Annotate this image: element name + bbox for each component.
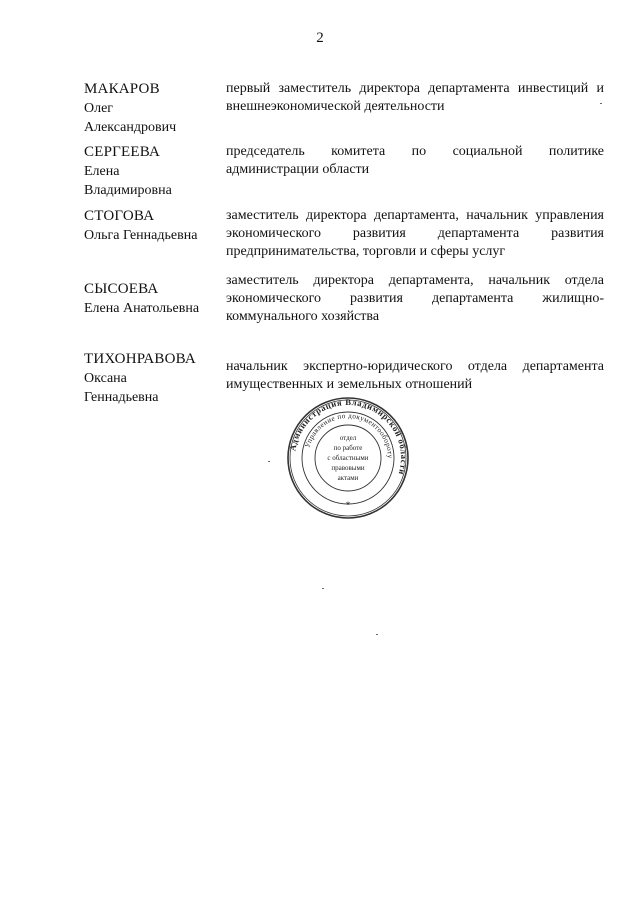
- member-given-name: Олег: [84, 101, 114, 116]
- stamp-center-line: по работе: [333, 444, 363, 452]
- stamp-star-icon: *: [345, 500, 351, 510]
- member-surname: МАКАРОВ: [84, 81, 160, 97]
- member-given-name: Елена Анатольевна: [84, 301, 200, 316]
- member-role: заместитель директора департамента, начальник отдела экономического развития департамента жилищно-коммунального хозяйства: [226, 273, 604, 324]
- member-surname: ТИХОНРАВОВА: [84, 351, 196, 367]
- stamp-center-line: с областными: [327, 454, 369, 462]
- stamp-center-line: правовыми: [331, 464, 365, 472]
- stamp-center-line: отдел: [339, 434, 357, 442]
- stamp-middle-text: Управление по документообороту: [303, 411, 395, 459]
- member-name: [84, 143, 224, 200]
- page-number: 2: [316, 30, 324, 46]
- member-given-name: Елена: [84, 164, 120, 179]
- member-name: [84, 350, 224, 407]
- member-name: [84, 80, 224, 137]
- scan-speck: [268, 461, 270, 462]
- scan-speck: [600, 103, 602, 104]
- member-name: [84, 280, 224, 318]
- member-role: заместитель директора департамента, начальник управления экономического развития департамента развития предпринимательства, торговли и сферы услуг: [226, 208, 604, 259]
- member-role: первый заместитель директора департамента инвестиций и внешнеэкономической деятельности: [226, 81, 604, 114]
- scan-speck: [376, 634, 378, 635]
- member-role: председатель комитета по социальной политике администрации области: [226, 144, 604, 177]
- member-given-name: Оксана: [84, 371, 127, 386]
- scan-speck: [322, 588, 324, 589]
- member-role: начальник экспертно-юридического отдела департамента имущественных и земельных отношений: [226, 359, 604, 392]
- stamp-center-text: [327, 434, 368, 482]
- member-patronymic: Геннадьевна: [84, 390, 159, 405]
- official-stamp: [286, 396, 410, 520]
- member-surname: СЕРГЕЕВА: [84, 144, 160, 160]
- stamp-outer-text: Администрация Владимирской области: [287, 396, 410, 477]
- member-surname: СТОГОВА: [84, 208, 155, 224]
- member-given-name: Ольга Геннадьевна: [84, 228, 198, 243]
- member-name: [84, 207, 224, 245]
- stamp-center-line: актами: [337, 474, 359, 482]
- member-surname: СЫСОЕВА: [84, 281, 159, 297]
- member-patronymic: Александрович: [84, 120, 177, 135]
- member-patronymic: Владимировна: [84, 183, 172, 198]
